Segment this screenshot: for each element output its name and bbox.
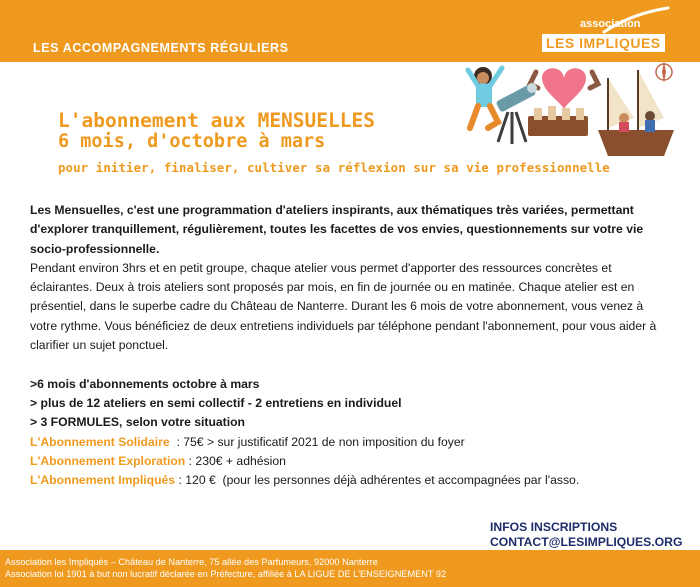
contact-email-link[interactable]: CONTACT@LESIMPLIQUES.ORG [490, 535, 683, 549]
logo-brand-text: LES IMPLIQUES [542, 34, 665, 52]
contact-block [490, 520, 682, 550]
logo[interactable] [542, 10, 672, 52]
bullet-item: > plus de 12 ateliers en semi collectif - 2 entretiens en individuel [30, 395, 402, 410]
formula-name: L'Abonnement Exploration [30, 453, 186, 468]
compass-rose-icon [656, 61, 672, 83]
formula-name: L'Abonnement Impliqués [30, 473, 176, 488]
formula-separator: : [169, 434, 184, 449]
header-bar [0, 0, 700, 62]
headline-line1: L'abonnement aux MENSUELLES [58, 109, 375, 132]
heart-icon [530, 68, 598, 110]
body-text [30, 201, 670, 490]
formula-detail: 120 € (pour les personnes déjà adhérentes et accompagnées par l'asso. [185, 473, 580, 488]
bullet-item: > 3 FORMULES, selon votre situation [30, 415, 246, 430]
formula-solidaire [30, 433, 670, 452]
bullet-item: >6 mois d'abonnements octobre à mars [30, 376, 260, 391]
description-paragraph: Pendant environ 3hrs et en petit groupe, chaque atelier vous permet d'apporter des ressources concrètes et éclairantes. Deux à trois ateliers sont proposés par mois, en fin de journée ou en matinée. Chaque atelier est en présentiel, dans le superbe cadre du Château de Nanterre. Durant les 6 mois de votre abonnement, vous venez à votre rythme. Vous bénéficiez de deux entretiens individuels par téléphone pendant l'abonnement, pour vous aider à clarifier un sujet ponctuel. [30, 260, 657, 353]
footer-legal: Association loi 1901 à but non lucratif déclarée en Préfecture, affiliée à LA LIGUE DE L'ENSEIGNEMENT 92 [5, 569, 447, 579]
intro-paragraph: Les Mensuelles, c'est une programmation d'ateliers inspirants, aux thématiques très variées, permettant d'explorer tranquillement, régulièrement, toutes les facettes de vos envies, questionnements sur votre vie socio-professionnelle. [30, 203, 644, 256]
headline-line2: 6 mois, d'octobre à mars [58, 131, 326, 152]
formula-separator: : [185, 453, 196, 468]
formula-exploration [30, 452, 670, 471]
formula-detail: 230€ + adhésion [195, 453, 286, 468]
footer-bar [0, 550, 700, 587]
formula-name: L'Abonnement Solidaire [30, 434, 170, 449]
headline [58, 110, 375, 152]
contact-heading: INFOS INSCRIPTIONS [490, 520, 618, 534]
hero-illustration [438, 58, 678, 170]
dancing-person-icon [468, 67, 502, 128]
logo-association-text: association [580, 18, 641, 30]
footer-address: Association les Impliqués – Château de Nanterre, 75 allée des Parfumeurs, 92000 Nanterre [5, 557, 378, 567]
formula-separator: : [175, 473, 186, 488]
section-label: LES ACCOMPAGNEMENTS RÉGULIERS [33, 41, 289, 55]
ship-icon [598, 70, 674, 156]
formula-impliques [30, 471, 670, 490]
workshop-table-icon [528, 106, 588, 136]
subtitle: pour initier, finaliser, cultiver sa réflexion sur sa vie professionnelle [58, 160, 610, 175]
formula-detail: 75€ > sur justificatif 2021 de non imposition du foyer [183, 434, 465, 449]
